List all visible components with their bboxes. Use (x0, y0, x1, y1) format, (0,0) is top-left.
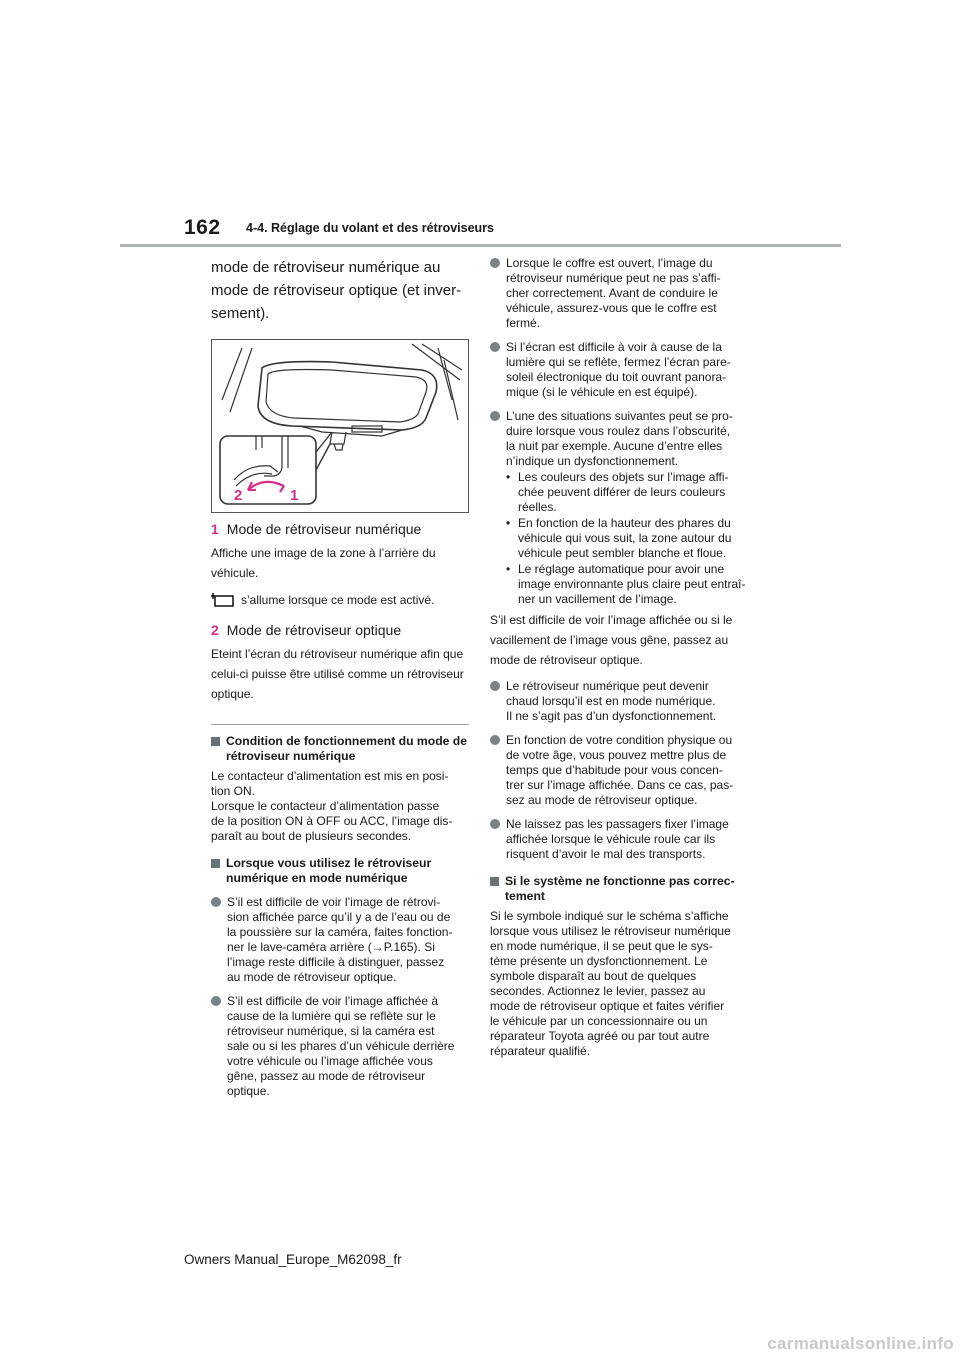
mode2-heading (211, 620, 469, 640)
list-item (490, 817, 758, 862)
right-bullet-3: L’une des situations suivantes peut se pro- duire lorsque vous roulez dans l’obscurité, la nuit par exemple. Aucune d’entre elles n’indique un dysfonctionnement. (506, 409, 733, 468)
condition-text: Le contacteur d’alimentation est mis en posi- tion ON. Lorsque le contacteur d’alimentation passe de la position ON à OFF ou ACC, l’image dis- paraît au bout de plusieurs secondes. (211, 769, 453, 843)
section-divider (211, 724, 469, 725)
right-bullet-5: En fonction de votre condition physique ou de votre âge, vous pouvez mettre plus de temps que d’habitude pour vous concen- trer sur l’image affichée. Dans ce cas, pas- sez au mode de rétroviseur optique. (506, 733, 734, 807)
mode2-title: Mode de rétroviseur optique (226, 622, 402, 638)
watermark: carmanualsonline.info (767, 1334, 954, 1353)
round-bullet-icon (490, 735, 500, 745)
failure-text: Si le symbole indiqué sur le schéma s’affiche lorsque vous utilisez le rétroviseur numérique en mode numérique, il se peut que le sys- tème présente un dysfonctionnement. Le symbole disparaît au bout de quelques secondes. Actionnez le levier, passez au mode de rétroviseur optique et faites vérifier le véhicule par un concessionnaire ou un réparateur Toyota agréé ou par tout autre réparateur qualifié. (490, 909, 731, 1058)
figure-label-1: 1 (290, 487, 299, 504)
square-bullet-icon (211, 737, 220, 746)
round-bullet-icon (490, 681, 500, 691)
mode1-icon-text: s’allume lorsque ce mode est activé. (241, 593, 435, 607)
intro-text: mode de rétroviseur numérique au mode de rétroviseur optique (et inver-sement). (211, 259, 462, 322)
page-number: 162 (184, 216, 221, 239)
right-bullet-1: Lorsque le coffre est ouvert, l’image du rétroviseur numérique peut ne pas s’affi- cher correctement. Avant de conduire le véhicule, assurez-vous que le coffre est fermé. (506, 256, 721, 330)
list-item (211, 994, 469, 1099)
digital-mirror-icon (211, 592, 235, 608)
usage-title: Lorsque vous utilisez le rétroviseur numérique en mode numérique (226, 856, 432, 885)
round-bullet-icon (490, 411, 500, 421)
mirror-illustration (211, 339, 469, 513)
right-paragraph: S’il est difficile de voir l’image affichée ou si le vacillement de l’image vous gêne, passez au mode de rétroviseur optique. (490, 613, 733, 667)
usage-bullet-2: S’il est difficile de voir l’image affichée à cause de la lumière qui se reflète sur le rétroviseur numérique, si la caméra est sale ou si les phares d’un véhicule derrière votre véhicule ou l’image affichée vous gêne, passez au mode de rétroviseur optique. (227, 994, 455, 1098)
list-item (490, 256, 758, 331)
square-bullet-icon (490, 877, 499, 886)
mode1-description: Affiche une image de la zone à l’arrière du véhicule. (211, 546, 436, 580)
right-column (490, 256, 758, 1059)
mode2-description: Eteint l’écran du rétroviseur numérique afin que celui-ci puisse être utilisé comme un rétroviseur optique. (211, 647, 464, 701)
sub-list-item: • Les couleurs des objets sur l’image affi- chée peuvent différer de leurs couleurs réelles. (506, 470, 729, 514)
mode1-heading (211, 519, 469, 539)
round-bullet-icon (490, 819, 500, 829)
footer-doc-id: Owners Manual_Europe_M62098_fr (184, 1252, 402, 1267)
right-bullet-4: Le rétroviseur numérique peut devenir chaud lorsqu’il est en mode numérique. Il ne s’agit pas d’un dysfonctionnement. (506, 679, 717, 723)
left-column (211, 256, 469, 1099)
usage-heading (211, 856, 469, 886)
failure-heading (490, 874, 758, 904)
round-bullet-icon (211, 897, 221, 907)
right-sub-1: Les couleurs des objets sur l’image affi- chée peuvent différer de leurs couleurs réelles. (518, 470, 729, 514)
section-title: 4-4. Réglage du volant et des rétroviseurs (246, 221, 494, 235)
mirror-drawing (212, 340, 468, 512)
right-bullet-6: Ne laissez pas les passagers fixer l’image affichée lorsque le véhicule roule car ils risquent d’avoir le mal des transports. (506, 817, 729, 861)
round-bullet-icon (211, 996, 221, 1006)
header-rule (120, 244, 841, 247)
condition-title: Condition de fonctionnement du mode de rétroviseur numérique (226, 734, 468, 763)
mode2-number: 2 (211, 622, 219, 638)
list-item (490, 733, 758, 808)
right-sub-3: Le réglage automatique pour avoir une image environnante plus claire peut entraî- ner un vacillement de l’image. (518, 562, 746, 606)
mode1-title: Mode de rétroviseur numérique (226, 521, 422, 537)
mode1-number: 1 (211, 521, 219, 537)
list-item (490, 409, 758, 469)
right-sub-2: En fonction de la hauteur des phares du véhicule qui vous suit, la zone autour du véhicule peut sembler blanche et floue. (518, 516, 732, 560)
list-item (490, 679, 758, 724)
right-bullet-2: Si l’écran est difficile à voir à cause de la lumière qui se reflète, fermez l’écran pare- soleil électronique du toit ouvrant panora- mique (si le véhicule en est équipé). (506, 340, 731, 399)
square-bullet-icon (211, 859, 220, 868)
failure-title: Si le système ne fonctionne pas correc-tement (505, 874, 735, 903)
list-item (490, 340, 758, 400)
mode1-icon-note (211, 592, 469, 608)
sub-list-item: • Le réglage automatique pour avoir une image environnante plus claire peut entraî- ner un vacillement de l’image. (506, 562, 746, 606)
round-bullet-icon (490, 258, 500, 268)
condition-heading (211, 734, 469, 764)
sub-list-item: • En fonction de la hauteur des phares du véhicule qui vous suit, la zone autour du véhicule peut sembler blanche et floue. (506, 516, 732, 560)
usage-bullet-1: S’il est difficile de voir l’image de rétrovi- sion affichée parce qu’il y a de l’eau ou de la poussière sur la caméra, faites fonction- ner le lave-caméra arrière (→P.165). Si l’image reste difficile à distinguer, passez au mode de rétroviseur optique. (227, 895, 453, 984)
figure-label-2: 2 (234, 487, 243, 504)
list-item (211, 895, 469, 985)
round-bullet-icon (490, 342, 500, 352)
